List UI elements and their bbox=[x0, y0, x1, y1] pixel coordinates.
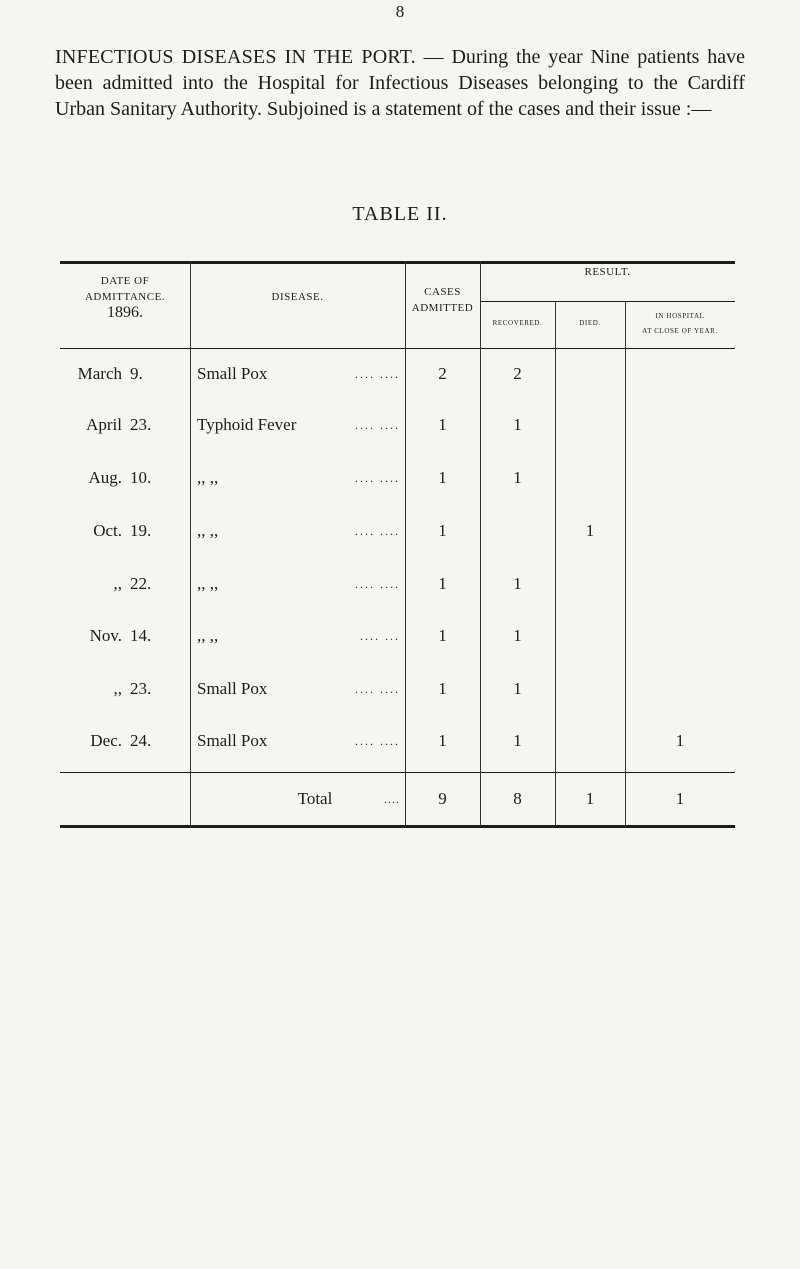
table-row bbox=[60, 463, 735, 493]
row-cases: 1 bbox=[438, 521, 447, 540]
page-number: 8 bbox=[395, 2, 405, 21]
row-cases: 1 bbox=[438, 468, 447, 487]
row-month: March bbox=[77, 364, 122, 383]
total-died: 1 bbox=[585, 789, 595, 808]
table-row bbox=[60, 674, 735, 704]
row-month: Nov. bbox=[89, 626, 122, 645]
row-day: 10. bbox=[130, 468, 152, 487]
row-month: Aug. bbox=[88, 468, 122, 487]
row-leader-dots: .... ... bbox=[360, 629, 400, 643]
row-disease-ditto: ,, ,, bbox=[197, 521, 219, 540]
row-recovered: 1 bbox=[513, 415, 522, 434]
header-date bbox=[60, 273, 190, 321]
row-day: 23. bbox=[130, 415, 152, 434]
header-in-hospital bbox=[625, 309, 735, 339]
row-cases: 1 bbox=[438, 415, 447, 434]
row-month-ditto: ,, bbox=[113, 679, 122, 698]
row-month-ditto: ,, bbox=[113, 574, 122, 593]
row-recovered: 1 bbox=[513, 679, 522, 698]
intro-text: — During the year Nine patients have been admitted into the Hospital for Infectious Diseases belonging to the Cardiff Urban Sanitary Authority. Subjoined is a statement of the cases and their issue :— bbox=[55, 46, 745, 120]
row-disease-ditto: ,, ,, bbox=[197, 574, 219, 593]
row-disease: Small Pox bbox=[197, 731, 268, 750]
row-day: 23. bbox=[130, 679, 152, 698]
header-in-hospital-line2: AT CLOSE OF YEAR. bbox=[642, 327, 718, 335]
row-disease-ditto: ,, ,, bbox=[197, 626, 219, 645]
header-result: RESULT. bbox=[584, 266, 631, 278]
total-cases: 9 bbox=[438, 789, 447, 808]
row-recovered: 1 bbox=[513, 626, 522, 645]
total-top-rule bbox=[60, 772, 735, 773]
row-leader-dots: .... .... bbox=[355, 367, 400, 381]
row-day: 19. bbox=[130, 521, 152, 540]
row-day: 14. bbox=[130, 626, 152, 645]
total-in-hospital: 1 bbox=[675, 789, 685, 808]
total-label: Total bbox=[297, 789, 333, 808]
table-row bbox=[60, 516, 735, 546]
header-in-hospital-line1: IN HOSPITAL bbox=[655, 312, 705, 320]
table-bottom-rule bbox=[60, 825, 735, 828]
row-disease: Typhoid Fever bbox=[197, 415, 297, 434]
table-row bbox=[60, 569, 735, 599]
row-month: Dec. bbox=[90, 731, 122, 750]
header-bottom-rule bbox=[60, 348, 735, 349]
header-date-line1: DATE OF bbox=[100, 275, 150, 287]
table-row bbox=[60, 359, 735, 389]
header-date-line2: ADMITTANCE. bbox=[84, 291, 166, 303]
total-leader-dots: .... bbox=[384, 792, 400, 806]
row-leader-dots: .... .... bbox=[355, 577, 400, 591]
header-date-year: 1896. bbox=[107, 304, 143, 321]
header-recovered: RECOVERED. bbox=[492, 319, 543, 327]
table-row bbox=[60, 410, 735, 440]
table-row bbox=[60, 726, 735, 756]
row-cases: 1 bbox=[438, 626, 447, 645]
row-month: Oct. bbox=[93, 521, 122, 540]
section-heading: INFECTIOUS DISEASES IN THE PORT. bbox=[55, 46, 416, 68]
total-row bbox=[60, 784, 735, 814]
intro-paragraph bbox=[55, 44, 745, 122]
row-recovered: 2 bbox=[513, 364, 522, 383]
row-day: 22. bbox=[130, 574, 152, 593]
row-disease-ditto: ,, ,, bbox=[197, 468, 219, 487]
row-day: 9. bbox=[130, 364, 143, 383]
row-leader-dots: .... .... bbox=[355, 524, 400, 538]
row-leader-dots: .... .... bbox=[355, 734, 400, 748]
header-died: DIED. bbox=[579, 319, 601, 327]
row-died: 1 bbox=[585, 521, 595, 540]
row-cases: 1 bbox=[438, 679, 447, 698]
header-cases-line1: CASES bbox=[424, 286, 461, 298]
row-disease: Small Pox bbox=[197, 679, 268, 698]
row-day: 24. bbox=[130, 731, 152, 750]
row-leader-dots: .... .... bbox=[355, 682, 400, 696]
row-disease: Small Pox bbox=[197, 364, 268, 383]
header-cases bbox=[405, 284, 480, 316]
header-cases-line2: ADMITTED bbox=[411, 302, 474, 314]
cases-table bbox=[60, 261, 735, 828]
row-in-hospital: 1 bbox=[675, 731, 685, 750]
row-recovered: 1 bbox=[513, 731, 522, 750]
row-cases: 1 bbox=[438, 574, 447, 593]
row-leader-dots: .... .... bbox=[355, 418, 400, 432]
total-recovered: 8 bbox=[513, 789, 522, 808]
row-cases: 2 bbox=[438, 364, 447, 383]
header-disease: DISEASE. bbox=[271, 291, 324, 303]
row-recovered: 1 bbox=[513, 468, 522, 487]
row-month: April bbox=[86, 415, 122, 434]
row-leader-dots: .... .... bbox=[355, 471, 400, 485]
table-caption: TABLE II. bbox=[352, 203, 448, 225]
table-row bbox=[60, 621, 735, 651]
row-cases: 1 bbox=[438, 731, 447, 750]
result-sub-rule bbox=[480, 301, 735, 302]
row-recovered: 1 bbox=[513, 574, 522, 593]
